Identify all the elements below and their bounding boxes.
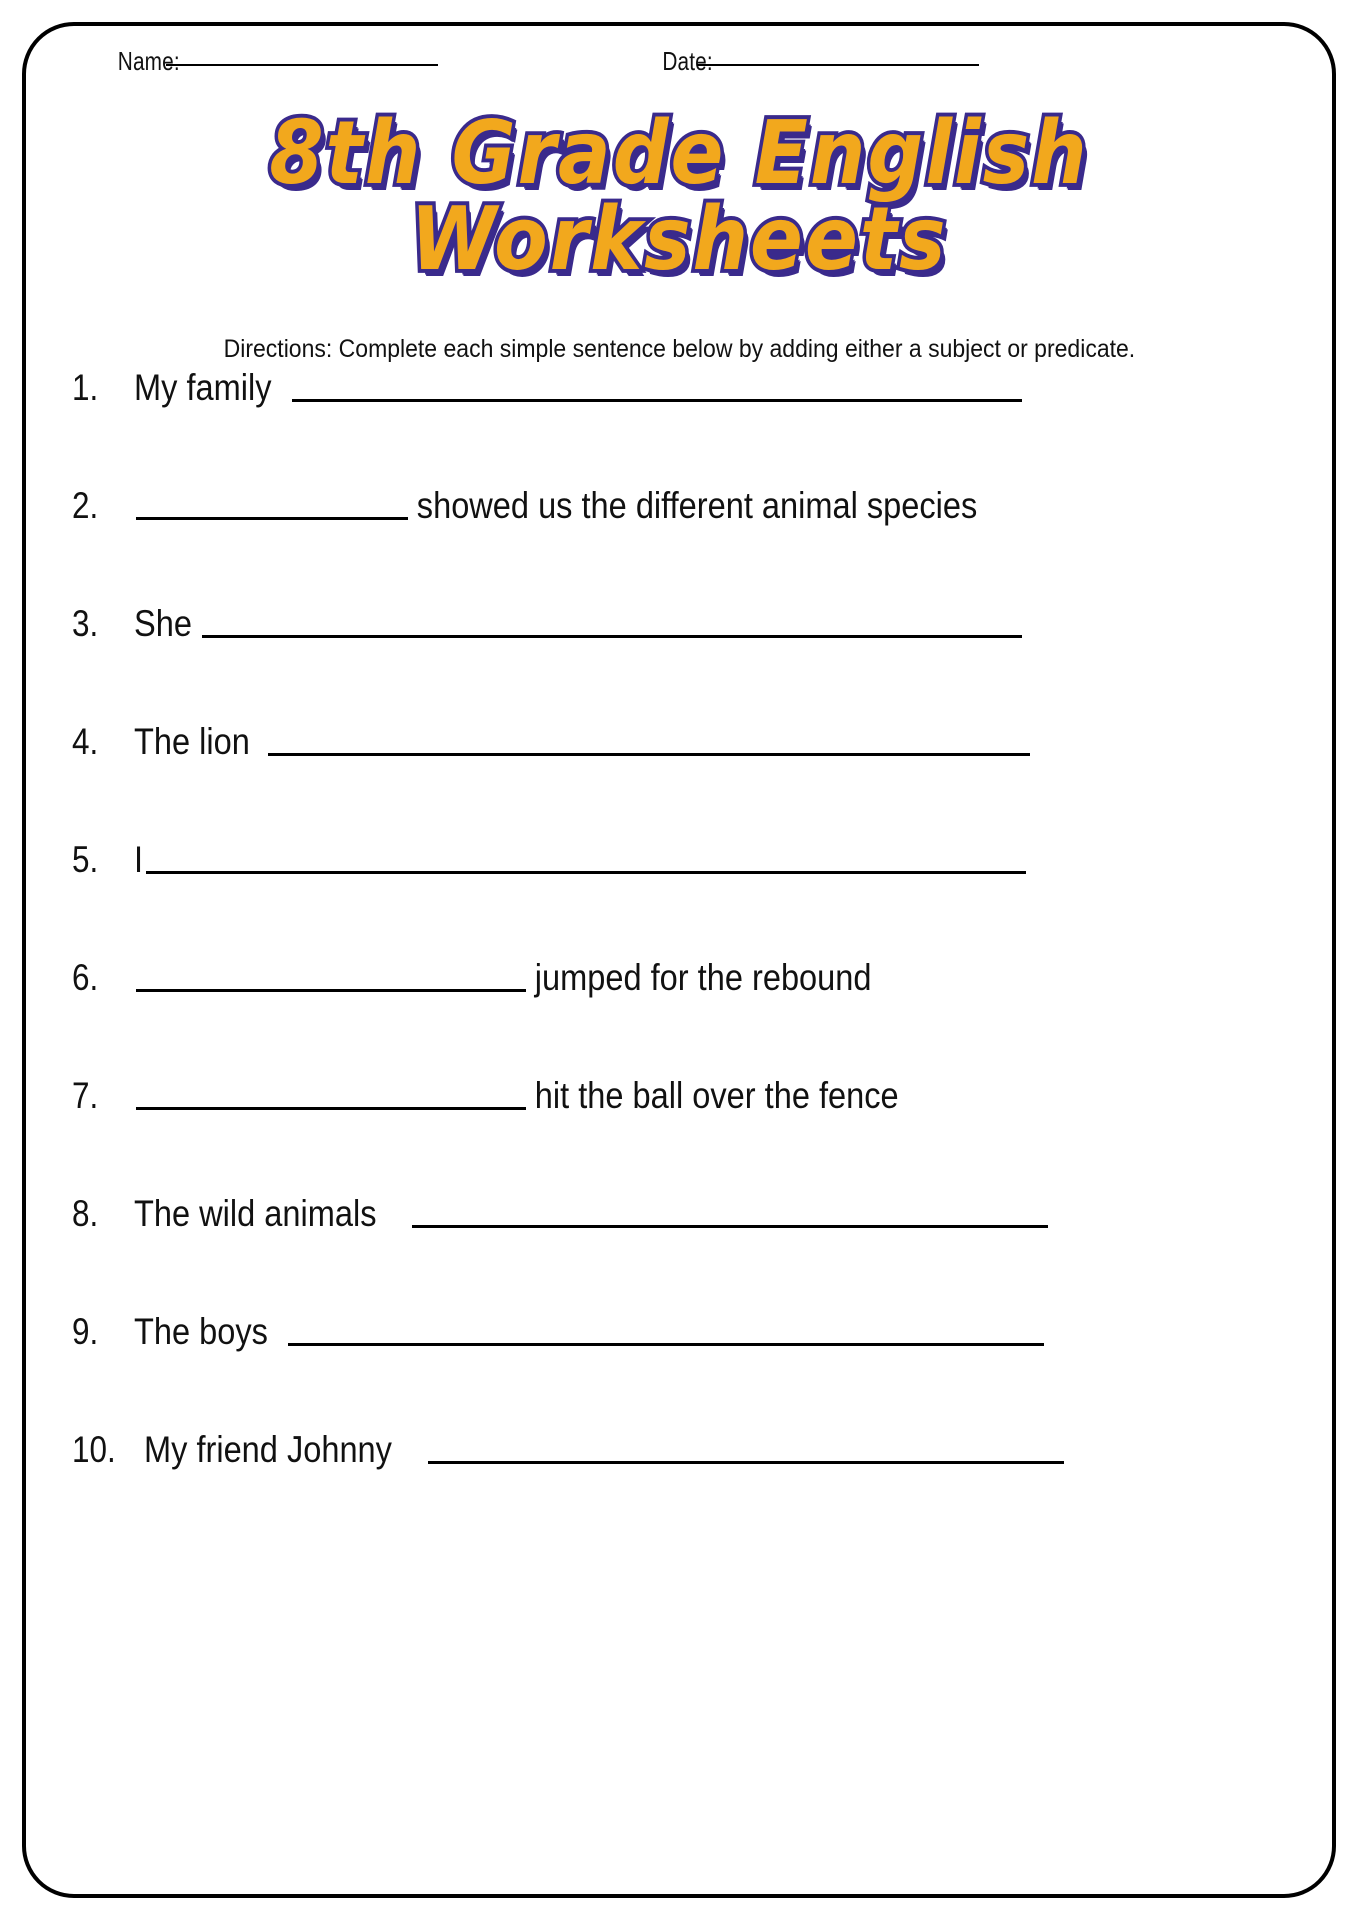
date-write-line[interactable] — [697, 63, 979, 66]
name-write-line[interactable] — [166, 63, 438, 66]
question-lead-text: My friend Johnny — [144, 1429, 392, 1470]
answer-blank[interactable] — [268, 752, 1030, 756]
question-row[interactable] — [72, 706, 1040, 762]
question-number: 9. — [72, 1311, 99, 1352]
question-tail-text: showed us the different animal species — [416, 485, 978, 526]
question-number: 7. — [72, 1075, 99, 1116]
name-label: Name: — [117, 46, 180, 76]
question-tail-text: jumped for the rebound — [534, 957, 872, 998]
answer-blank[interactable] — [292, 398, 1022, 402]
question-row[interactable] — [72, 588, 1032, 644]
question-number: 2. — [72, 485, 99, 526]
title-line-1: 8th Grade English — [269, 103, 1089, 205]
question-number: 6. — [72, 957, 99, 998]
question-row[interactable] — [72, 1060, 949, 1116]
answer-blank[interactable] — [146, 870, 1026, 874]
question-number: 1. — [72, 367, 99, 408]
question-row[interactable] — [72, 470, 1055, 526]
question-number: 8. — [72, 1193, 99, 1234]
question-lead-text: She — [134, 603, 192, 644]
answer-blank[interactable] — [288, 1342, 1044, 1346]
answer-blank[interactable] — [412, 1224, 1048, 1228]
question-tail-text: hit the ball over the fence — [534, 1075, 899, 1116]
name-field[interactable] — [110, 46, 438, 77]
header-fields — [110, 46, 1230, 92]
question-number: 5. — [72, 839, 99, 880]
question-lead-text: The lion — [134, 721, 250, 762]
question-row[interactable] — [72, 1178, 1058, 1234]
question-lead-text: The wild animals — [134, 1193, 377, 1234]
directions-label: Directions: Complete each simple sentence below by adding either a subject or predicate. — [223, 335, 1135, 363]
question-number: 4. — [72, 721, 99, 762]
page-title — [0, 103, 1358, 291]
title-line-2: Worksheets — [410, 189, 948, 291]
question-row[interactable] — [72, 352, 1032, 408]
answer-blank[interactable] — [202, 634, 1022, 638]
question-lead-text: The boys — [134, 1311, 268, 1352]
question-row[interactable] — [72, 942, 919, 998]
question-number: 3. — [72, 603, 99, 644]
date-field[interactable] — [656, 46, 979, 77]
question-row[interactable] — [72, 824, 1036, 880]
answer-blank[interactable] — [428, 1460, 1064, 1464]
question-row[interactable] — [72, 1414, 1074, 1470]
answer-blank[interactable] — [136, 988, 526, 992]
answer-blank[interactable] — [136, 516, 408, 520]
date-label: Date: — [661, 46, 713, 76]
question-number: 10. — [72, 1429, 116, 1470]
question-row[interactable] — [72, 1296, 1054, 1352]
question-lead-text: I — [134, 839, 144, 880]
answer-blank[interactable] — [136, 1106, 526, 1110]
question-lead-text: My family — [134, 367, 272, 408]
